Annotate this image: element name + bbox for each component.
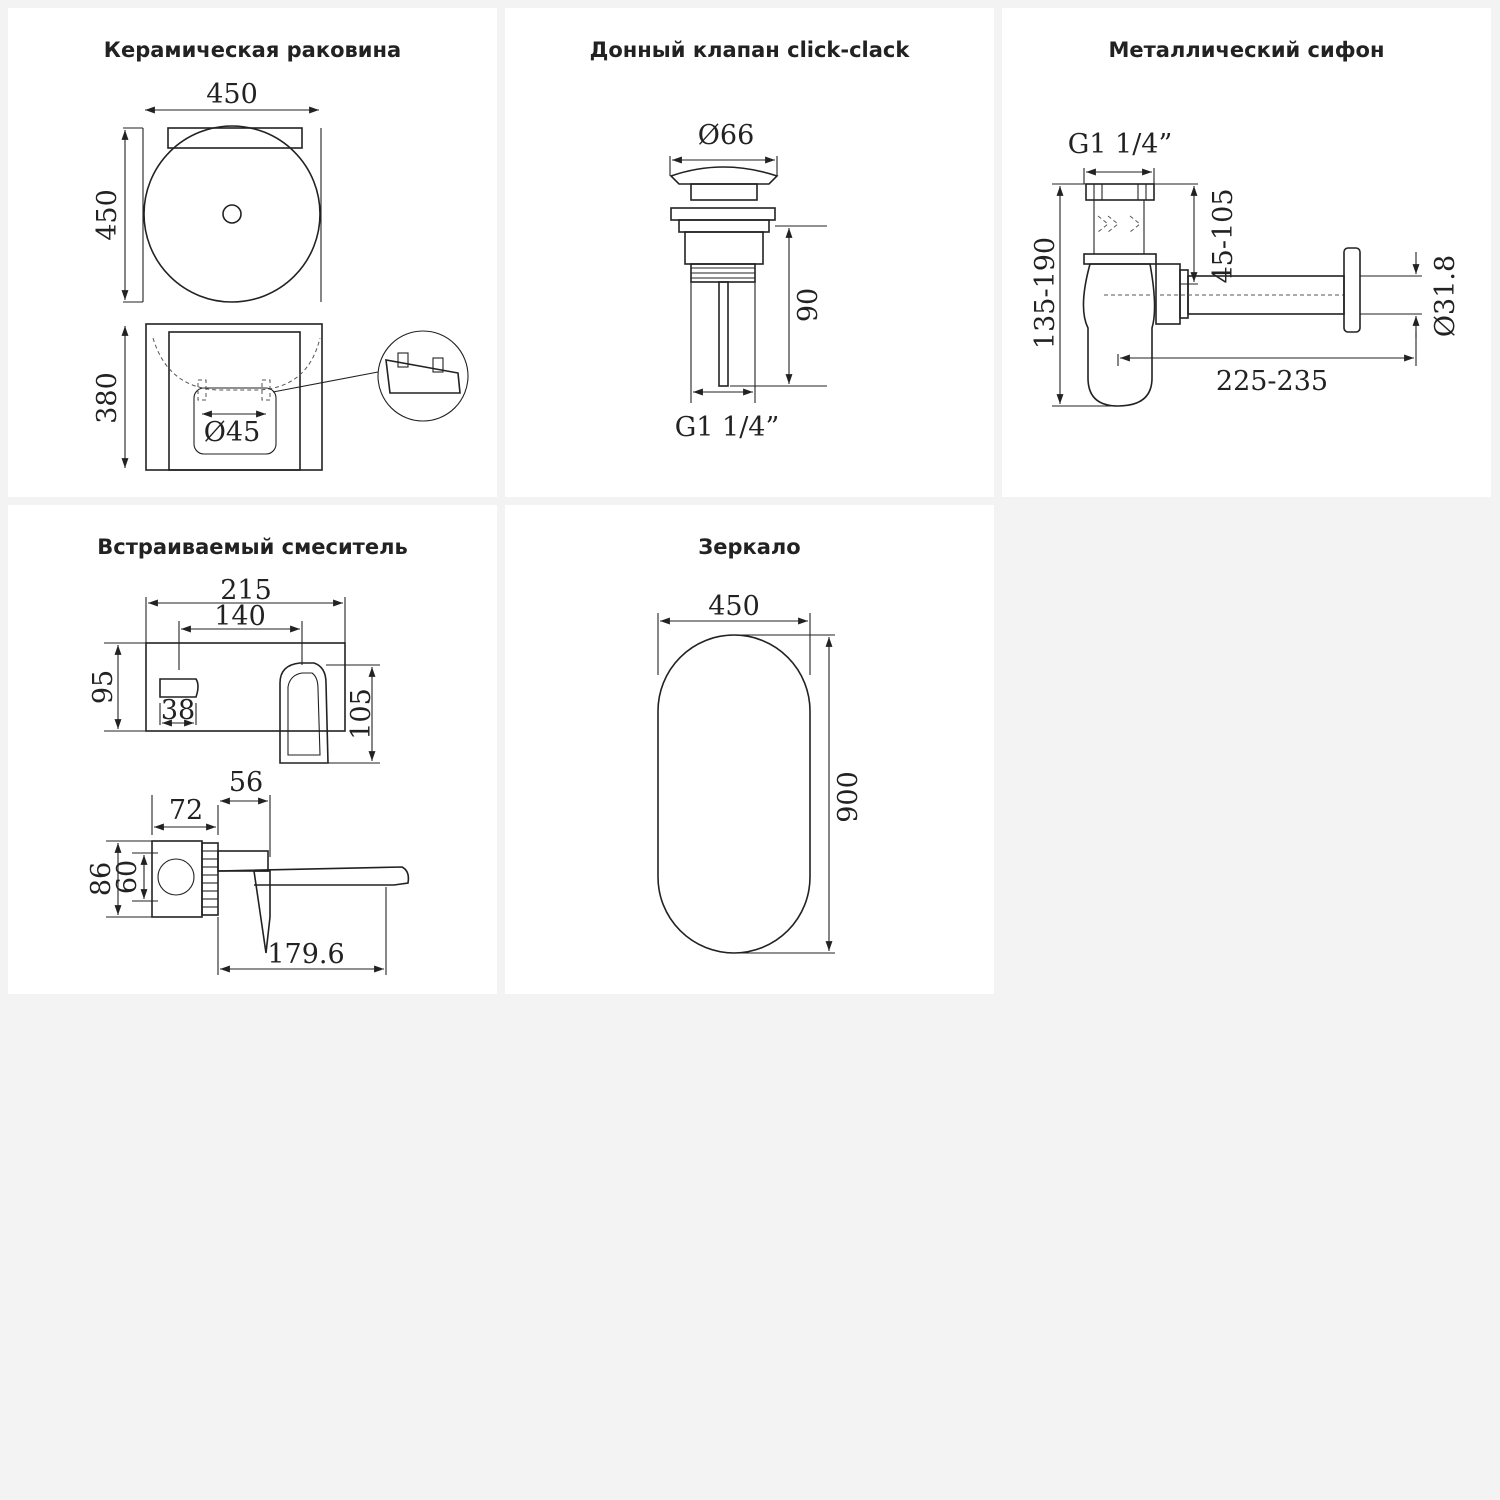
mixer-height-a-label: 86 xyxy=(86,861,117,897)
panel-title: Встраиваемый смеситель xyxy=(97,535,408,559)
panel-title: Донный клапан click-clack xyxy=(589,38,910,62)
siphon-adjust-label: 45-105 xyxy=(1208,188,1239,284)
valve-height-label: 90 xyxy=(793,287,824,323)
panel-valve xyxy=(505,8,994,497)
panel-mixer xyxy=(8,505,497,994)
panel-title: Керамическая раковина xyxy=(103,38,402,62)
mirror-drawing xyxy=(505,505,994,994)
panel-siphon xyxy=(1002,8,1491,497)
mixer-drawing xyxy=(8,505,497,994)
siphon-height-label: 135-190 xyxy=(1030,236,1061,350)
siphon-drawing xyxy=(1002,8,1491,497)
mixer-plate-height-label: 95 xyxy=(88,669,119,705)
valve-diameter-label: Ø66 xyxy=(697,120,755,151)
mixer-depth-b-label: 72 xyxy=(168,795,204,826)
sink-width-label: 450 xyxy=(206,79,258,110)
siphon-length-label: 225-235 xyxy=(1215,366,1329,397)
sink-depth-label: 450 xyxy=(92,189,123,241)
mixer-height-b-label: 60 xyxy=(112,859,143,895)
sink-height-label: 380 xyxy=(92,372,123,424)
panel-title: Металлический сифон xyxy=(1108,38,1385,62)
mirror-width-label: 450 xyxy=(708,591,760,622)
panel-mirror xyxy=(505,505,994,994)
sink-drain-label: Ø45 xyxy=(203,417,261,448)
valve-drawing xyxy=(505,8,994,497)
mixer-axis-label: 140 xyxy=(214,601,266,632)
mixer-handle-label: 38 xyxy=(160,695,196,726)
valve-thread-label: G1 1/4” xyxy=(674,412,780,443)
mixer-plate-width-label: 215 xyxy=(220,575,272,606)
panel-title: Зеркало xyxy=(698,535,801,559)
siphon-thread-label: G1 1/4” xyxy=(1067,129,1173,160)
mixer-lever-height-label: 105 xyxy=(346,688,377,740)
mixer-spout-label: 179.6 xyxy=(267,939,345,970)
mixer-depth-a-label: 56 xyxy=(228,767,264,798)
mirror-height-label: 900 xyxy=(833,771,864,823)
panel-sink xyxy=(8,8,497,497)
sink-drawing xyxy=(8,8,497,497)
siphon-pipe-label: Ø31.8 xyxy=(1430,254,1461,338)
